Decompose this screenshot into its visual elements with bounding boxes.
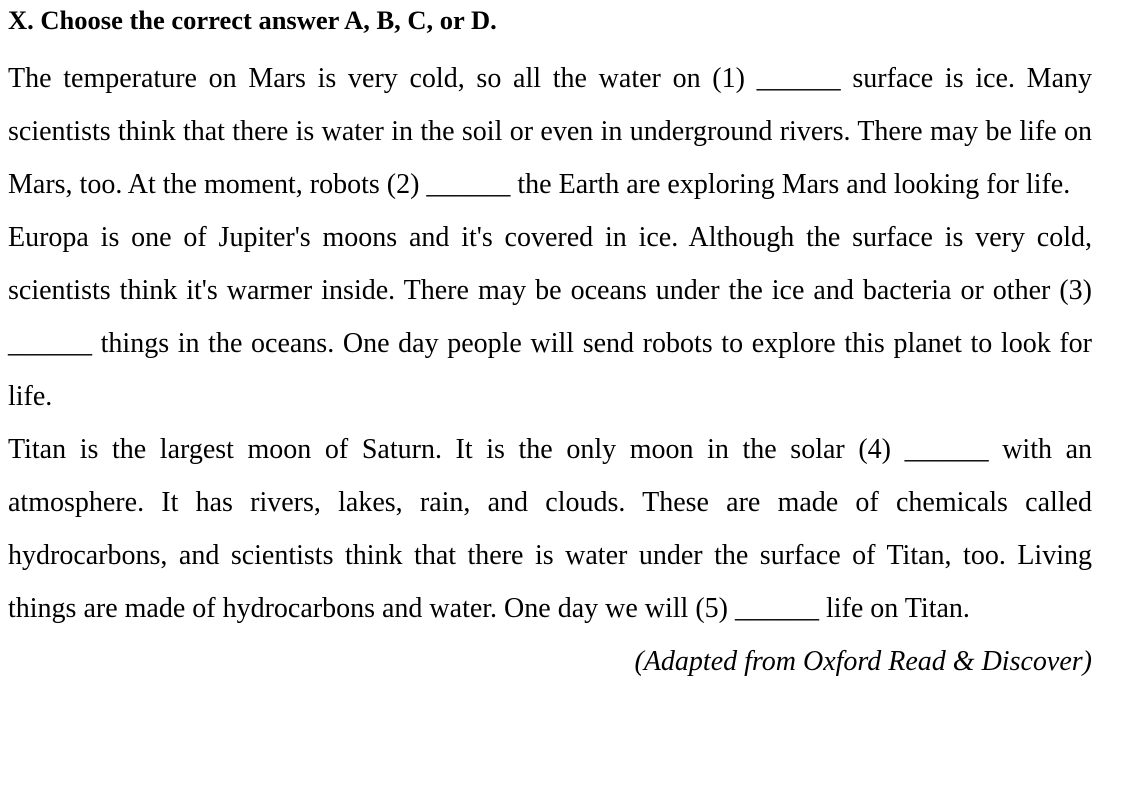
exercise-heading: X. Choose the correct answer A, B, C, or D. [8,5,497,35]
paragraph-mars: The temperature on Mars is very cold, so all the water on (1) ______ surface is ice. Many scientists think that there is water in the soil or even in underground rivers. There may be life on Mars, too. At the moment, robots (2) ______ the Earth are exploring Mars and looking for life. [8,63,1092,200]
source-citation: (Adapted from Oxford Read & Discover) [634,646,1092,677]
paragraph-europa: Europa is one of Jupiter's moons and it's covered in ice. Although the surface is very cold, scientists think it's warmer inside. There may be oceans under the ice and bacteria or other (3) ______ things in the oceans. One day people will send robots to explore this planet to look for life. [8,222,1092,412]
paragraph-titan: Titan is the largest moon of Saturn. It is the only moon in the solar (4) ______ with an atmosphere. It has rivers, lakes, rain, and clouds. These are made of chemicals called hydrocarbons, and scientists think that there is water under the surface of Titan, too. Living things are made of hydrocarbons and water. One day we will (5) ______ life on Titan. [8,434,1092,624]
document-page [8,0,1092,688]
